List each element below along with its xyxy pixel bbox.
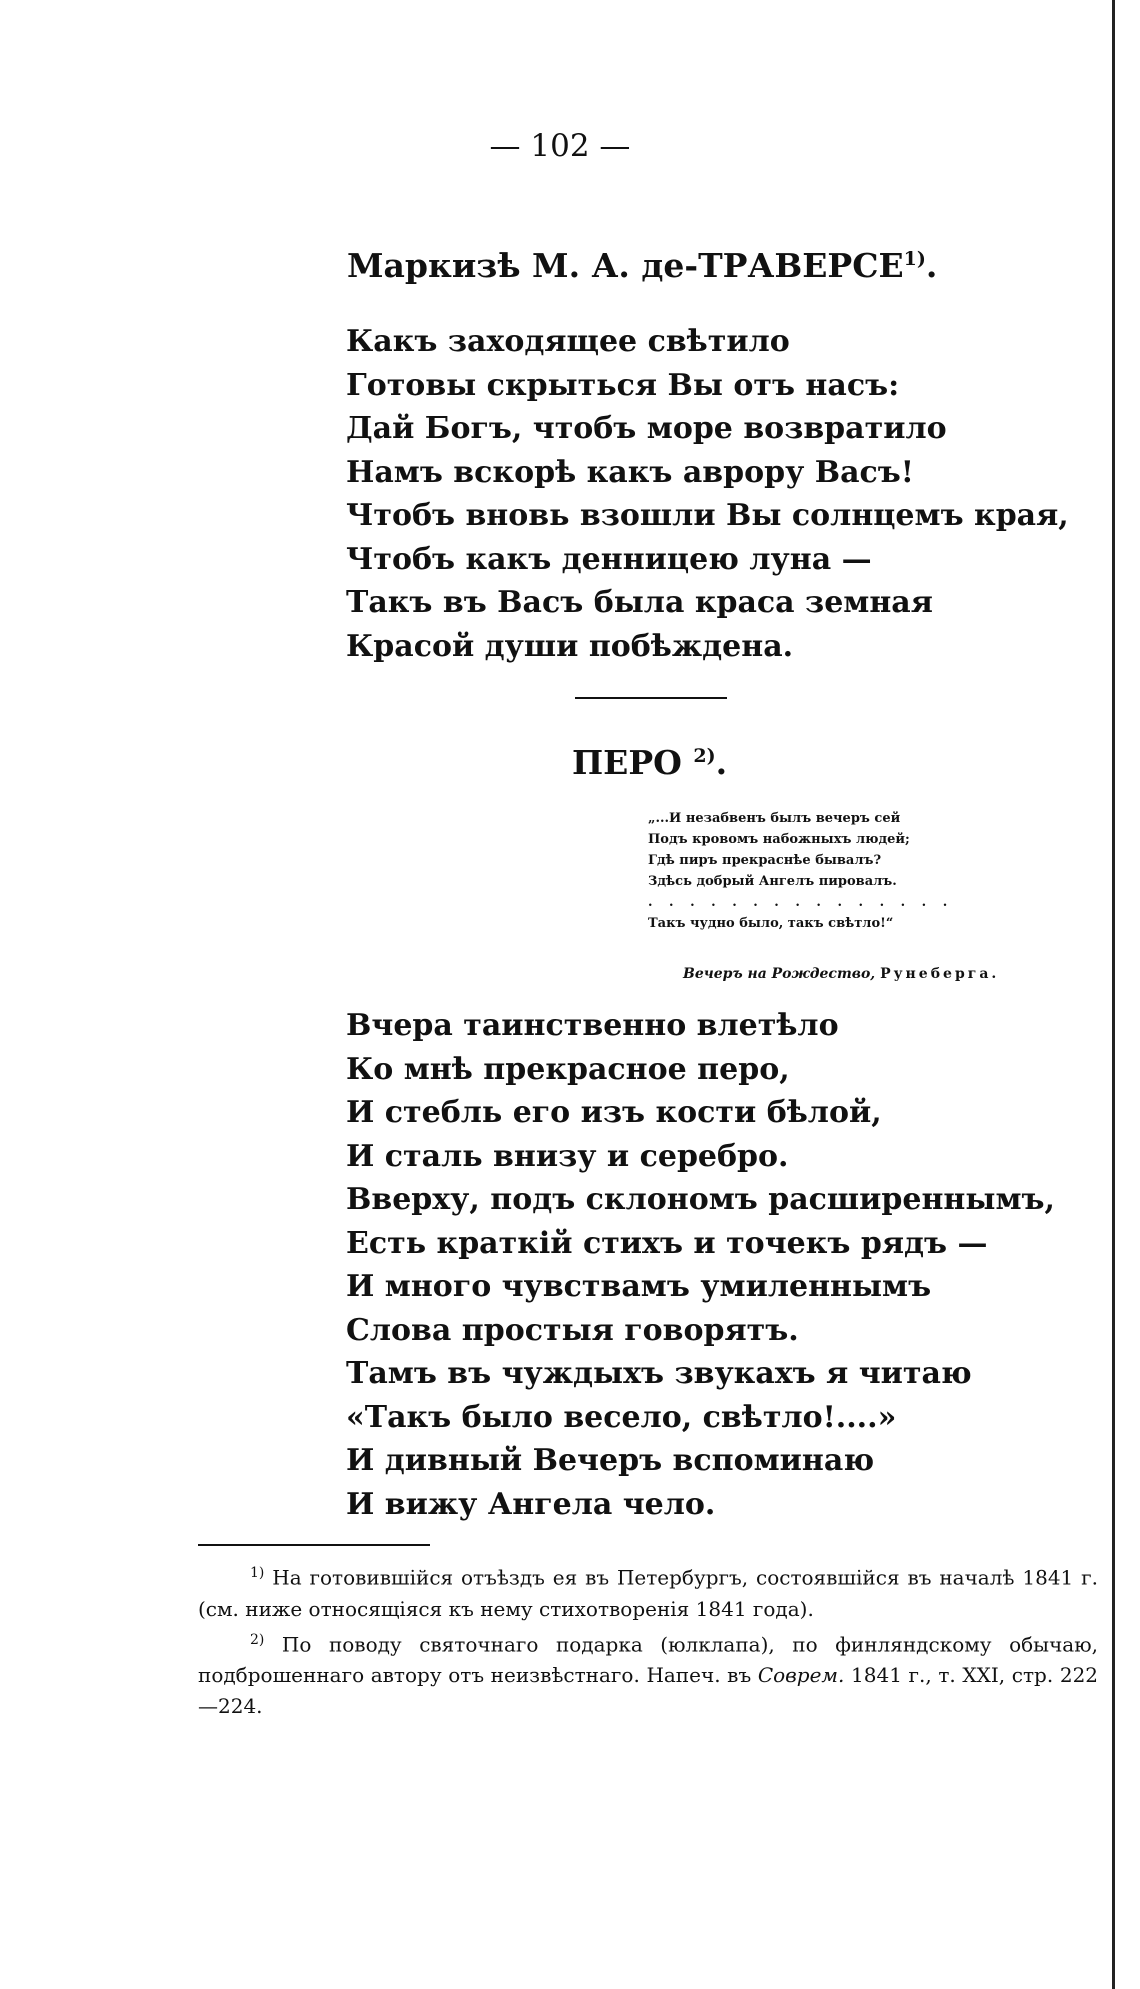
- footnote-marker: 1): [250, 1565, 265, 1581]
- poem-line: Ко мнѣ прекрасное перо,: [346, 1051, 790, 1087]
- footnote-text: 1841 г., т. XXI, стр. 222—224.: [198, 1663, 1099, 1719]
- poem-line: Дай Богъ, чтобъ море возвратило: [346, 411, 947, 446]
- poem-line: Тамъ въ чуждыхъ звукахъ я читаю: [346, 1356, 972, 1391]
- epigraph-line: Подъ кровомъ набожныхъ людей;: [648, 832, 910, 847]
- footnote-ref: 2): [693, 745, 716, 767]
- epigraph-source-work: Вечеръ на Рождество,: [683, 966, 876, 982]
- page-edge-line: [1112, 0, 1115, 1989]
- epigraph-ellipsis: . . . . . . . . . . . . . . .: [648, 895, 954, 910]
- poem-line: И вижу Ангела чело.: [346, 1486, 716, 1522]
- poem-title-traverse: Маркизѣ М. А. де-ТРАВЕРСЕ$^{1)}$.: [347, 246, 938, 285]
- section-divider: [575, 697, 727, 699]
- poem-line: Какъ заходящее свѣтило: [346, 324, 790, 359]
- footnote-1: [198, 1558, 1098, 1625]
- poem-line: Вверху, подъ склономъ расширеннымъ,: [346, 1182, 1055, 1217]
- footnote-text: По поводу святочнаго подарка (юлклапа), по финляндскому обычаю, подброшеннаго автору отъ неизвѣстнаго. Напеч. въ: [198, 1632, 1099, 1688]
- poem-title-pero: ПЕРО $^{2)}$.: [572, 743, 728, 782]
- poem-line: И сталь внизу и серебро.: [346, 1138, 789, 1174]
- poem-line: Такъ въ Васъ была краса земная: [346, 585, 933, 620]
- epigraph-attribution: [683, 966, 999, 982]
- footnote-text: На готовившійся отъѣздъ ея въ Петербургъ, состоявшійся въ началѣ 1841 г. (см. ниже относящіяся къ нему стихотворенія 1841 года).: [198, 1565, 1098, 1621]
- poem-line: Красой души побѣждена.: [346, 628, 794, 664]
- poem-line: Готовы скрыться Вы отъ насъ:: [346, 367, 900, 403]
- footnote-2: [198, 1625, 1098, 1723]
- poem-pero-body: [346, 1004, 1055, 1526]
- footnote-ref: 1): [903, 248, 926, 270]
- poem-title-text: Маркизѣ М. А. де-ТРАВЕРСЕ: [347, 246, 904, 285]
- poem-line: «Такъ было весело, свѣтло!....»: [346, 1399, 897, 1435]
- poem-line: И стебль его изъ кости бѣлой,: [346, 1095, 882, 1130]
- poem-line: И дивный Вечеръ вспоминаю: [346, 1443, 875, 1478]
- poem-line: Намъ вскорѣ какъ аврору Васъ!: [346, 454, 914, 490]
- poem-line: Есть краткій стихъ и точекъ рядъ —: [346, 1225, 988, 1261]
- poem-line: Чтобъ какъ денницею луна —: [346, 541, 872, 577]
- poem-line: И много чувствамъ умиленнымъ: [346, 1269, 932, 1304]
- footnotes: [198, 1558, 1098, 1722]
- epigraph: [648, 808, 953, 934]
- poem-line: Вчера таинственно влетѣло: [346, 1008, 839, 1043]
- epigraph-line: „...И незабвенъ былъ вечеръ сей: [648, 811, 901, 826]
- footnote-marker: 2): [250, 1631, 265, 1648]
- epigraph-line: Здѣсь добрый Ангелъ пировалъ.: [648, 874, 897, 889]
- poem-line: Чтобъ вновь взошли Вы солнцемъ края,: [346, 498, 1069, 533]
- epigraph-line: Такъ чудно было, такъ свѣтло!“: [648, 916, 894, 931]
- epigraph-line: Гдѣ пиръ прекраснѣе бывалъ?: [648, 853, 882, 868]
- journal-name: Соврем.: [757, 1663, 845, 1688]
- poem-traverse-body: [346, 320, 1069, 668]
- epigraph-source-author: Рунеберга.: [880, 966, 1000, 982]
- page-number: — 102 —: [489, 128, 631, 164]
- poem-title-text: ПЕРО: [572, 743, 682, 782]
- footnote-rule: [198, 1544, 430, 1546]
- poem-line: Слова простыя говорятъ.: [346, 1312, 799, 1348]
